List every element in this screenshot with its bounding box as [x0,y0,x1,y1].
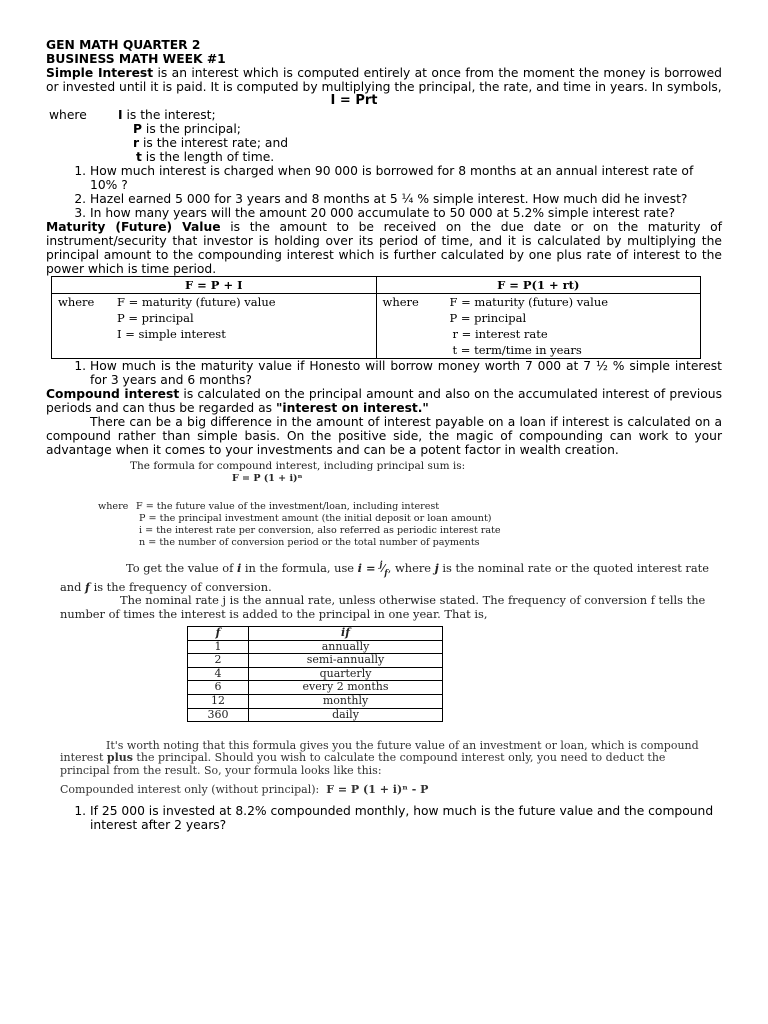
maturity-formula-table [51,276,701,359]
simple-interest-variables [46,108,722,164]
maturity-term: Maturity (Future) Value [46,220,221,234]
nominal-rate-text: The nominal rate j is the annual rate, unless otherwise stated. The frequency of conversion f tells the number of times the interest is added to the principal in one year. That is, [60,593,706,621]
table-row: 6 every 2 months [188,681,443,695]
doc-subtitle: BUSINESS MATH WEEK #1 [46,52,226,66]
compound-problems [46,804,722,832]
doc-title: GEN MATH QUARTER 2 [46,38,201,52]
var-time: t is the length of time. [136,150,275,164]
simple-interest-definition: Simple Interest is an interest which is computed entirely at once from the moment the money is borrowed or invested until it is paid. It is computed by multiplying the principal, the rate, and time in years. In symbols, [46,66,722,94]
compound-definition: Compound interest is calculated on the principal amount and also on the accumulated interest of previous periods and can thus be regarded as "interest on interest." [46,387,723,415]
compound-paragraph: There can be a big difference in the amount of interest payable on a loan if interest is calculated on a compound rather than simple basis. On the positive side, the magic of compounding can work to your advantage when it comes to your investments and can be a potent factor in wealth creation. [46,415,722,457]
table-row: 12 monthly [188,695,443,709]
list-item: 1. How much is the maturity value if Honesto will borrow money worth 7 000 at 7 ½ % simple interest for 3 years and 6 months? [90,359,722,387]
simple-interest-term: Simple Interest [46,66,154,80]
var-principal: P is the principal; [133,122,241,136]
table-row: 2 semi-annually [188,654,443,668]
compound-formula-figure [46,460,722,796]
table-header-right: F = P(1 + rt) [376,277,701,294]
list-item: 3. In how many years will the amount 20 000 accumulate to 50 000 at 5.2% simple interest rate? [90,206,722,220]
compound-formula: F = P (1 + i)ⁿ [232,473,303,484]
maturity-problems [46,359,722,387]
simple-interest-formula: I = Prt [330,93,378,108]
simple-interest-problems [46,164,722,220]
compound-note: It's worth noting that this formula gives you the future value of an investment or loan, which is compound interest plus the principal. Should you wish to calculate the compound interest only, you need to deduct the principal from the result. So, your formula looks like this: [60,739,699,777]
table-row: 1 annually [188,640,443,654]
table-row: 4 quarterly [188,667,443,681]
formula-intro: The formula for compound interest, including principal sum is: [130,460,466,472]
document-page [46,38,722,832]
table-cell-right: where F = maturity (future) value P = principal r = interest rate t = term/time in years [376,294,701,359]
compound-variables: where F = the future value of the investment/loan, including interest P = the principal investment amount (the initial deposit or loan amount) i = the interest rate per conversion, also referred as periodic interest rate n = the number of conversion period or the total number of payments [98,501,501,548]
i-value-instructions: To get the value of i in the formula, use $i = ^j⁄_f$, where j is the nominal rate or the quoted interest rate and f is the frequency of conversion. [60,559,709,594]
table-row: 360 daily [188,708,443,722]
compound-interest-only: Compounded interest only (without principal): F = P (1 + i)ⁿ - P [60,782,429,796]
table-header: if [249,627,443,641]
table-header: f [188,627,249,641]
maturity-definition: Maturity (Future) Value is the amount to be received on the due date or on the maturity of instrument/security that investor is holding over its period of time, and it is calculated by multiplying the principal amount to the compounding interest which is further calculated by one plus rate of interest to the power which is time period. [46,220,722,276]
compound-term: Compound interest [46,387,180,401]
frequency-table [187,626,443,722]
list-item: 1. How much interest is charged when 90 000 is borrowed for 8 months at an annual interest rate of 10% ? [90,164,722,192]
var-interest: I is the interest; [118,108,216,122]
table-cell-left: where F = maturity (future) value P = principal I = simple interest [52,294,377,359]
var-rate: r is the interest rate; and [133,136,289,150]
where-label: where [49,108,87,122]
list-item: 1. If 25 000 is invested at 8.2% compounded monthly, how much is the future value and the compound interest after 2 years? [90,804,722,832]
table-header-left: F = P + I [52,277,377,294]
list-item: 2. Hazel earned 5 000 for 3 years and 8 months at 5 ¼ % simple interest. How much did he invest? [90,192,722,206]
